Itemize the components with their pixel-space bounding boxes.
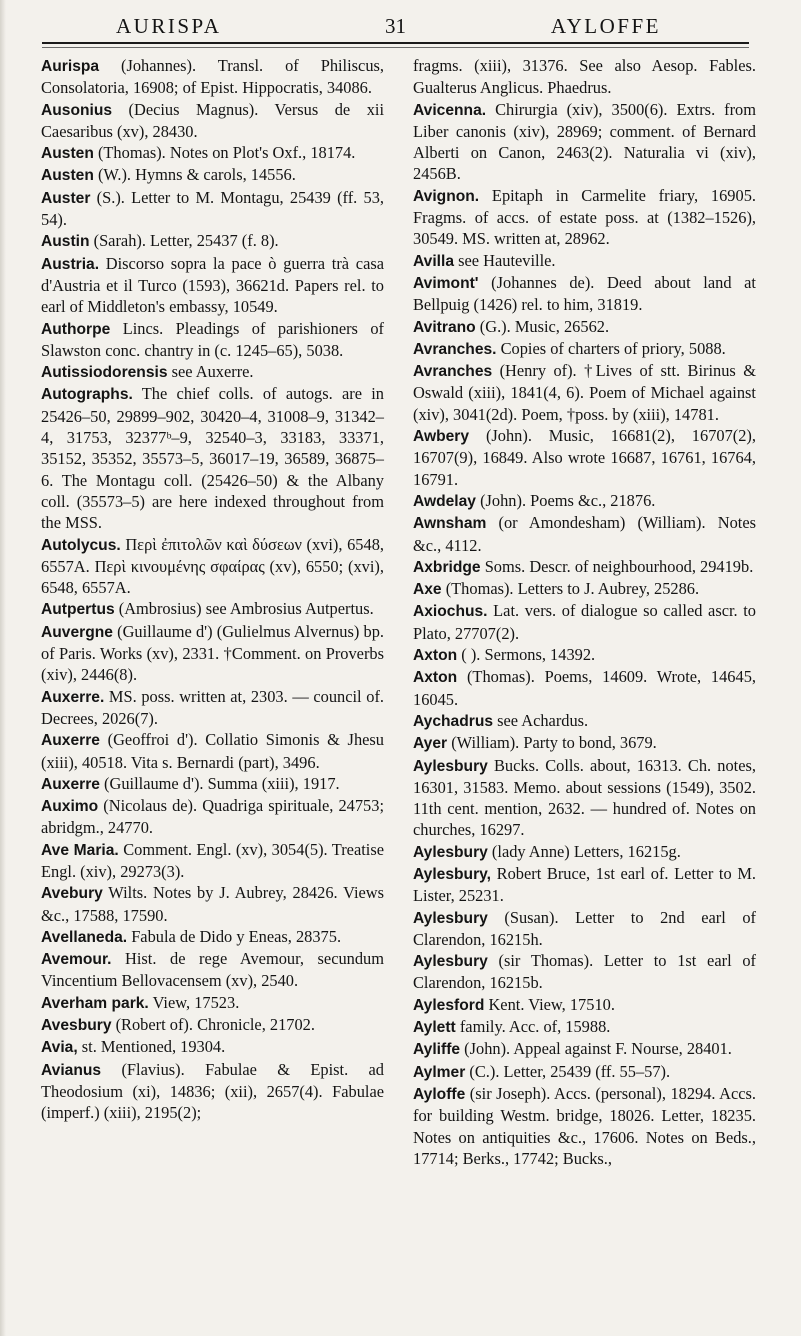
index-entry bbox=[413, 863, 756, 907]
entry-heading: Avemour. bbox=[41, 951, 112, 969]
entry-text: Epitaph in Carmelite friary, 16905. Fragms. of accs. of estate poss. at (1382–1526), 30549. MS. written at, 28962. bbox=[413, 185, 756, 249]
entry-heading: Auster bbox=[41, 189, 91, 207]
index-entry bbox=[413, 1016, 756, 1038]
entry-text: (C.). Letter, 25439 (ff. 55–57). bbox=[465, 1061, 671, 1081]
entry-text: The chief colls. of autogs. are in 25426–50, 29899–902, 30420–4, 31008–9, 31342–4, 31753, 32377ᵇ–9, 32540–3, 33183, 33371, 35152, 35352, 35573–5, 36017–19, 36589, 36875–6. The Montagu coll. (25426–50) & the Albany coll. (35573–5) are here indexed throughout from the MSS. bbox=[41, 384, 384, 533]
entry-text: View, 17523. bbox=[148, 992, 240, 1012]
entry-heading: Ayer bbox=[413, 735, 448, 753]
entry-heading: Averham park. bbox=[41, 994, 149, 1012]
index-entry bbox=[413, 600, 756, 644]
entry-text: fragms. (xiii), 31376. See also Aesop. Fables. Gualterus Anglicus. Phaedrus. bbox=[413, 56, 756, 98]
entry-text: (Susan). Letter to 2nd earl of Clarendon, 16215h. bbox=[413, 907, 756, 949]
index-entry bbox=[41, 1059, 384, 1124]
header-rule-thin bbox=[42, 47, 749, 48]
entry-text: Fabula de Dido y Eneas, 28375. bbox=[127, 926, 342, 946]
entry-text: Hist. de rege Avemour, secundum Vincentium Bellovacensem (xv), 2540. bbox=[41, 949, 384, 991]
entry-heading: Avianus bbox=[41, 1061, 102, 1079]
entry-heading: Axiochus. bbox=[413, 603, 488, 621]
index-entry bbox=[413, 250, 756, 272]
index-entry bbox=[413, 578, 756, 600]
entry-text: st. Mentioned, 19304. bbox=[77, 1037, 226, 1057]
entry-heading: Austria. bbox=[41, 255, 100, 273]
entry-heading: Avellaneda. bbox=[41, 928, 128, 946]
entry-heading: Awnsham bbox=[413, 515, 487, 533]
entry-text: (Flavius). Fabulae & Epist. ad Theodosium (xi), 14836; (xii), 2657(4). Fabulae (imperf.) (xiii), 2195(2); bbox=[41, 1059, 384, 1123]
entry-heading: Ausonius bbox=[41, 101, 113, 119]
entry-text: Lincs. Pleadings of parishioners of Slawston conc. chantry in (c. 1245–65), 5038. bbox=[41, 318, 384, 360]
entry-text: (Guillaume d'). Summa (xiii), 1917. bbox=[99, 773, 340, 793]
entry-heading: Avitrano bbox=[413, 318, 476, 336]
index-entry bbox=[413, 512, 756, 556]
index-entry bbox=[41, 361, 384, 383]
entry-heading: Autolycus. bbox=[41, 536, 121, 554]
index-entry bbox=[413, 994, 756, 1016]
entry-text: (Sarah). Letter, 25437 (f. 8). bbox=[89, 231, 279, 251]
index-entry bbox=[413, 907, 756, 951]
entry-heading: Avranches. bbox=[413, 340, 497, 358]
left-column bbox=[41, 55, 384, 1124]
index-entry bbox=[41, 795, 384, 839]
entry-heading: Avesbury bbox=[41, 1017, 112, 1035]
index-entry bbox=[413, 99, 756, 185]
entry-heading: Auvergne bbox=[41, 623, 113, 641]
entry-heading: Ayliffe bbox=[413, 1041, 461, 1059]
entry-text: (Guillaume d') (Gulielmus Alvernus) bp. of Paris. Works (xv), 2331. †Comment. on Proverbs (xiv), 2446(8). bbox=[41, 621, 384, 685]
index-entry bbox=[41, 1014, 384, 1036]
entry-text: (Decius Magnus). Versus de xii Caesaribus (xv), 28430. bbox=[41, 99, 384, 141]
entry-heading: Auxerre bbox=[41, 732, 100, 750]
entry-heading: Auxerre. bbox=[41, 688, 105, 706]
entry-text: (sir Thomas). Letter to 1st earl of Clarendon, 16215b. bbox=[413, 951, 756, 993]
index-entry bbox=[413, 55, 756, 99]
entry-text: MS. poss. written at, 2303. — council of. Decrees, 2026(7). bbox=[41, 686, 384, 728]
entry-heading: Avicenna. bbox=[413, 101, 487, 119]
index-entry bbox=[41, 383, 384, 533]
page-edge-shadow bbox=[0, 0, 6, 1336]
index-entry bbox=[41, 99, 384, 143]
entry-heading: Ayloffe bbox=[413, 1085, 466, 1103]
entry-heading: Autographs. bbox=[41, 386, 133, 404]
index-entry bbox=[413, 360, 756, 425]
entry-text: family. Acc. of, 15988. bbox=[455, 1017, 611, 1037]
entry-text: (Ambrosius) see Ambrosius Autpertus. bbox=[114, 599, 374, 619]
entry-heading: Authorpe bbox=[41, 320, 111, 338]
entry-text: (lady Anne) Letters, 16215g. bbox=[487, 841, 681, 861]
index-entry bbox=[413, 272, 756, 316]
index-entry bbox=[41, 187, 384, 231]
entry-text: (Thomas). Letters to J. Aubrey, 25286. bbox=[441, 579, 700, 599]
entry-text: (Thomas). Notes on Plot's Oxf., 18174. bbox=[93, 143, 356, 163]
index-entry bbox=[413, 556, 756, 578]
entry-heading: Auximo bbox=[41, 798, 99, 816]
entry-text: (John). Poems &c., 21876. bbox=[475, 490, 656, 510]
right-column bbox=[413, 55, 756, 1169]
index-entry bbox=[41, 926, 384, 948]
index-entry bbox=[41, 992, 384, 1014]
entry-text: (Henry of). †Lives of stt. Birinus & Oswald (xiii), 1841(4, 6). Poem of Michael against (xiv), 3041(2d). Poem, †poss. by (xiii), 14781. bbox=[413, 361, 756, 424]
entry-text: Chirurgia (xiv), 3500(6). Extrs. from Liber canonis (xiv), 28969; comment. of Bernard Alberti on Canon, 2463(2). Naturalia vi (xiv), 2456B. bbox=[413, 99, 756, 184]
entry-text: (S.). Letter to M. Montagu, 25439 (ff. 53, 54). bbox=[41, 187, 384, 230]
index-entry bbox=[413, 950, 756, 994]
entry-text: Discorso sopra la pace ò guerra trà casa d'Austria et il Turco (1593), 36621d. Papers rel. to earl of Middleton's embassy, 10549. bbox=[41, 253, 384, 317]
entry-heading: Aylesbury bbox=[413, 757, 488, 775]
index-entry bbox=[413, 710, 756, 732]
entry-heading: Axton bbox=[413, 647, 458, 665]
index-entry bbox=[41, 598, 384, 620]
entry-text: ( ). Sermons, 14392. bbox=[457, 645, 596, 665]
index-entry bbox=[413, 1061, 756, 1083]
entry-heading: Axbridge bbox=[413, 558, 481, 576]
header-first-entry: AURISPA bbox=[116, 14, 222, 38]
index-entry bbox=[413, 1083, 756, 1169]
index-entry bbox=[41, 534, 384, 599]
entry-text: (G.). Music, 26562. bbox=[475, 316, 610, 336]
entry-text: (Robert of). Chronicle, 21702. bbox=[111, 1015, 315, 1035]
index-entry bbox=[413, 425, 756, 490]
entry-text: (Thomas). Poems, 14609. Wrote, 14645, 16045. bbox=[413, 667, 756, 709]
entry-text: (Geoffroi d'). Collatio Simonis & Jhesu (xiii), 40518. Vita s. Bernardi (part), 3496. bbox=[41, 730, 384, 772]
entry-text: (sir Joseph). Accs. (personal), 18294. Accs. for building Westm. bridge, 18026. Letter, 18235. Notes on antiquities &c., 17606. Notes on Beds., 17714; Berks., 17742; Bucks., bbox=[413, 1083, 756, 1168]
entry-text: Copies of charters of priory, 5088. bbox=[496, 338, 726, 358]
index-entry bbox=[41, 142, 384, 164]
index-entry bbox=[41, 55, 384, 99]
entry-text: Kent. View, 17510. bbox=[484, 994, 615, 1014]
entry-heading: Avia, bbox=[41, 1039, 78, 1057]
index-entry bbox=[41, 253, 384, 318]
entry-text: (or Amondesham) (William). Notes &c., 4112. bbox=[413, 513, 756, 555]
index-entry bbox=[41, 773, 384, 795]
entry-heading: Axton bbox=[413, 669, 458, 687]
entry-heading: Ave Maria. bbox=[41, 841, 119, 859]
entry-text: Soms. Descr. of neighbourhood, 29419b. bbox=[480, 556, 754, 576]
header-rule bbox=[42, 42, 749, 44]
entry-heading: Austen bbox=[41, 145, 94, 163]
entry-heading: Aurispa bbox=[41, 58, 100, 75]
entry-heading: Austin bbox=[41, 233, 90, 251]
entry-text: see Hauteville. bbox=[454, 250, 556, 270]
page-number: 31 bbox=[385, 14, 406, 38]
index-entry bbox=[41, 948, 384, 992]
entry-heading: Aylesford bbox=[413, 996, 485, 1014]
entry-heading: Avebury bbox=[41, 885, 103, 903]
entry-heading: Autpertus bbox=[41, 601, 115, 619]
index-entry bbox=[41, 882, 384, 926]
index-entry bbox=[413, 666, 756, 710]
entry-heading: Awbery bbox=[413, 428, 470, 446]
index-entry bbox=[413, 316, 756, 338]
entry-heading: Aylmer bbox=[413, 1063, 466, 1081]
entry-text: (Nicolaus de). Quadriga spirituale, 24753; abridgm., 24770. bbox=[41, 796, 384, 838]
header-last-entry: AYLOFFE bbox=[550, 14, 661, 38]
entry-text: (John). Music, 16681(2), 16707(2), 16707(9), 16849. Also wrote 16687, 16761, 16764, 16791. bbox=[413, 426, 756, 489]
index-entry bbox=[41, 621, 384, 686]
entry-text: (John). Appeal against F. Nourse, 28401. bbox=[460, 1039, 732, 1059]
index-entry bbox=[41, 686, 384, 730]
entry-text: Wilts. Notes by J. Aubrey, 28426. Views &c., 17588, 17590. bbox=[41, 883, 384, 925]
index-entry bbox=[41, 318, 384, 362]
entry-heading: Awdelay bbox=[413, 492, 476, 510]
index-entry bbox=[413, 1038, 756, 1060]
entry-heading: Aylesbury bbox=[413, 843, 488, 861]
index-entry bbox=[41, 230, 384, 252]
entry-heading: Avranches bbox=[413, 363, 493, 381]
index-entry bbox=[413, 338, 756, 360]
entry-text: see Auxerre. bbox=[167, 362, 254, 382]
index-entry bbox=[41, 839, 384, 883]
index-entry bbox=[41, 729, 384, 773]
entry-heading: Aylesbury bbox=[413, 953, 488, 971]
entry-heading: Aylesbury, bbox=[413, 865, 491, 883]
entry-text: (W.). Hymns & carols, 14556. bbox=[93, 165, 296, 185]
entry-text: Comment. Engl. (xv), 3054(5). Treatise Engl. (xiv), 29273(3). bbox=[41, 839, 384, 881]
index-entry bbox=[413, 490, 756, 512]
entry-heading: Avignon. bbox=[413, 187, 480, 205]
index-entry bbox=[413, 841, 756, 863]
entry-heading: Austen bbox=[41, 167, 94, 185]
entry-heading: Aylett bbox=[413, 1019, 456, 1037]
entry-text: (Johannes). Transl. of Philiscus, Consolatoria, 16908; of Epist. Hippocratis, 34086. bbox=[41, 56, 384, 98]
entry-text: see Achardus. bbox=[493, 710, 589, 730]
running-header bbox=[40, 14, 761, 44]
index-entry bbox=[413, 185, 756, 250]
entry-text: Bucks. Colls. about, 16313. Ch. notes, 16301, 31583. Memo. about sessions (1549), 3502. 11th cent. mention, 2632. — hundred of. Notes on churches, 16297. bbox=[413, 755, 756, 840]
entry-text: (Johannes de). Deed about land at Bellpuig (1426) rel. to him, 31819. bbox=[413, 272, 756, 315]
entry-heading: Auxerre bbox=[41, 775, 100, 793]
entry-text: Robert Bruce, 1st earl of. Letter to M. Lister, 25231. bbox=[413, 863, 756, 906]
entry-heading: Aylesbury bbox=[413, 909, 488, 927]
entry-heading: Avimont' bbox=[413, 274, 479, 292]
index-entry bbox=[41, 164, 384, 186]
entry-text: (William). Party to bond, 3679. bbox=[447, 733, 657, 753]
index-entry bbox=[41, 1036, 384, 1058]
entry-text: Περὶ ἐπιτολῶν καὶ δύσεων (xvi), 6548, 6557A. Περὶ κινουμένης σφαίρας (xv), 6550; (xvi), 6548, 6557A. bbox=[41, 534, 384, 598]
index-entry bbox=[413, 755, 756, 841]
entry-heading: Axe bbox=[413, 581, 442, 599]
index-entry bbox=[413, 644, 756, 666]
entry-heading: Aychadrus bbox=[413, 712, 494, 730]
index-entry bbox=[413, 732, 756, 754]
entry-text: Lat. vers. of dialogue so called ascr. to Plato, 27707(2). bbox=[413, 601, 756, 643]
entry-heading: Autissiodorensis bbox=[41, 364, 168, 382]
entry-heading: Avilla bbox=[413, 252, 455, 270]
